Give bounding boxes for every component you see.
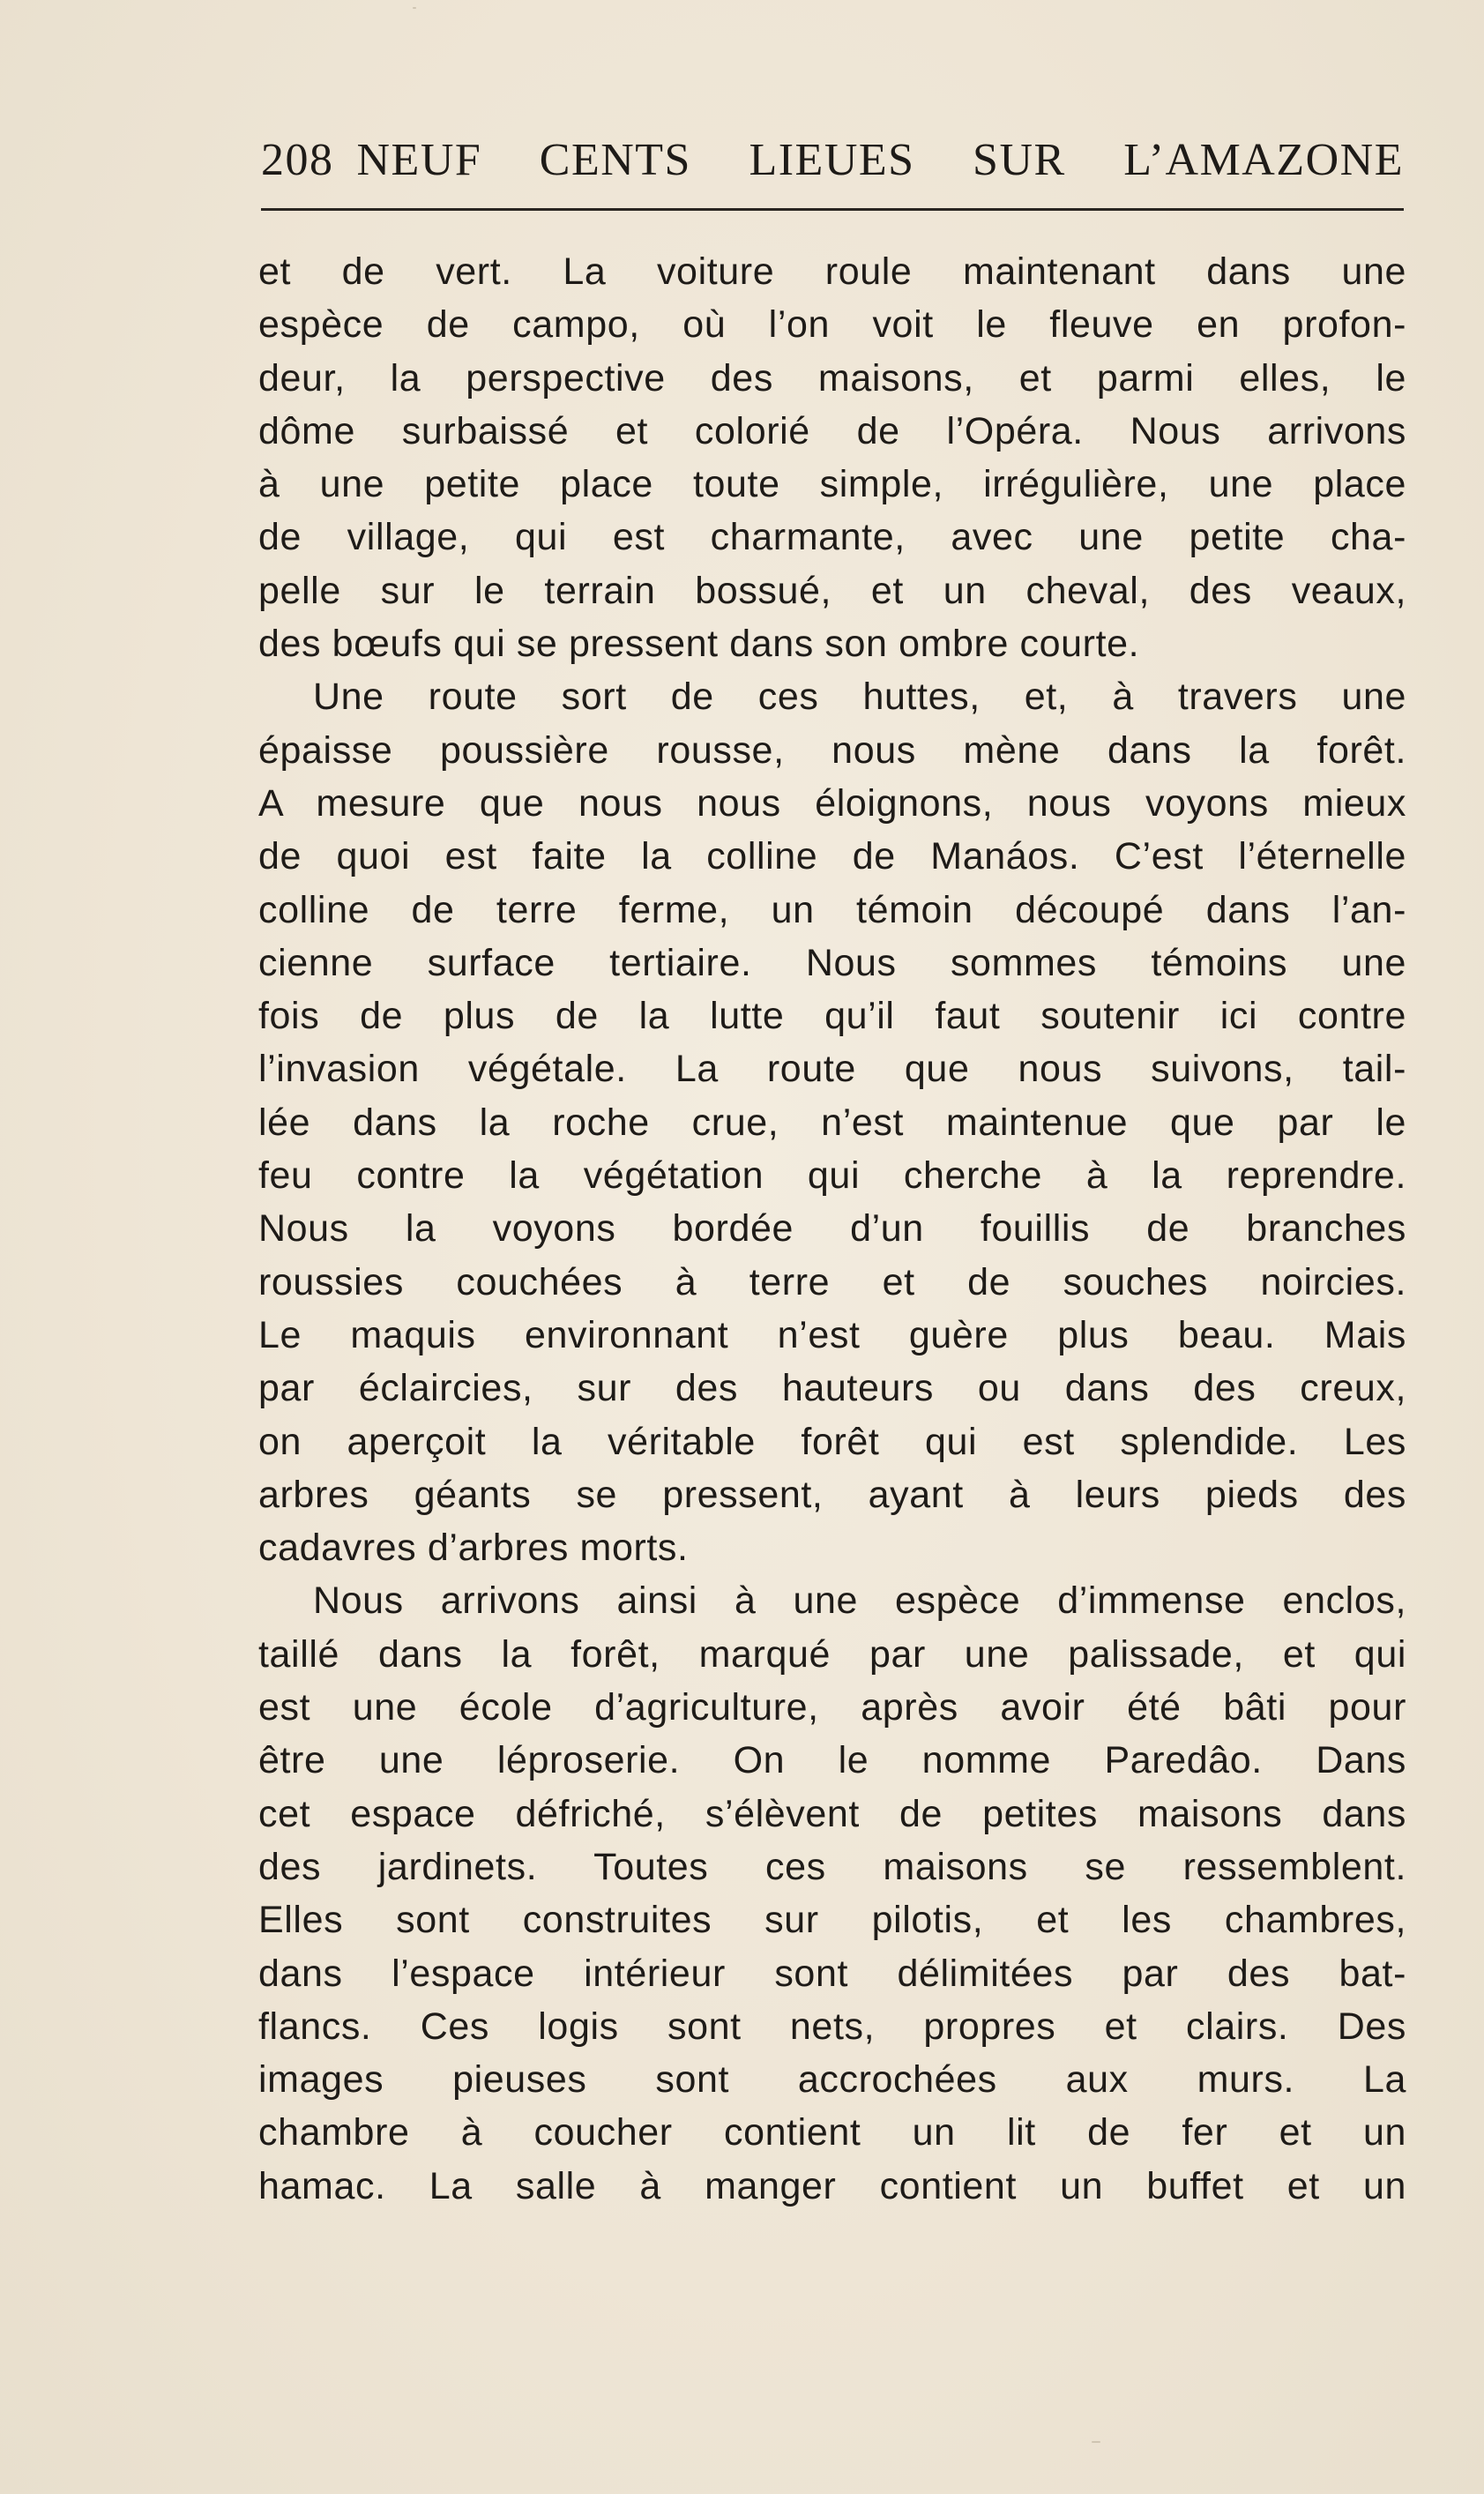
text-line: lée dans la roche crue, n’est maintenue que par le xyxy=(258,1101,1406,1144)
text-line: des jardinets. Toutes ces maisons se ressemblent. xyxy=(258,1845,1406,1888)
text-line: l’invasion végétale. La route que nous suivons, tail- xyxy=(258,1048,1406,1091)
text-line: cadavres d’arbres morts. xyxy=(258,1527,689,1570)
text-line: est une école d’agriculture, après avoir été bâti pour xyxy=(258,1686,1406,1729)
text-line: être une léproserie. On le nomme Paredâo. Dans xyxy=(258,1739,1406,1782)
page-header xyxy=(261,134,1404,205)
text-line: flancs. Ces logis sont nets, propres et clairs. Des xyxy=(258,2005,1406,2048)
text-line: à une petite place toute simple, irrégulière, une place xyxy=(258,463,1406,506)
text-line: dôme surbaissé et colorié de l’Opéra. Nous arrivons xyxy=(258,409,1406,452)
page-number: 208 xyxy=(261,135,334,185)
text-line: fois de plus de la lutte qu’il faut soutenir ici contre xyxy=(258,995,1406,1038)
text-line: pelle sur le terrain bossué, et un cheval, des veaux, xyxy=(258,569,1406,612)
text-line: espèce de campo, où l’on voit le fleuve en profon- xyxy=(258,303,1406,347)
text-line: Le maquis environnant n’est guère plus beau. Mais xyxy=(258,1313,1406,1356)
text-line: on aperçoit la véritable forêt qui est splendide. Les xyxy=(258,1420,1406,1463)
text-line: par éclaircies, sur des hauteurs ou dans des creux, xyxy=(258,1367,1406,1410)
text-line: feu contre la végétation qui cherche à la reprendre. xyxy=(258,1154,1406,1198)
running-title: NEUF CENTS LIEUES SUR L’AMAZONE xyxy=(356,135,1404,185)
text-line: Nous la voyons bordée d’un fouillis de branches xyxy=(258,1207,1406,1251)
text-line: Nous arrivons ainsi à une espèce d’immense enclos, xyxy=(313,1579,1406,1623)
text-line: Une route sort de ces huttes, et, à travers une xyxy=(313,676,1406,719)
paper-speck xyxy=(413,7,416,9)
text-line: et de vert. La voiture roule maintenant dans une xyxy=(258,250,1406,293)
text-line: images pieuses sont accrochées aux murs. La xyxy=(258,2058,1406,2102)
text-line: A mesure que nous nous éloignons, nous voyons mieux xyxy=(258,781,1406,825)
text-line: arbres géants se pressent, ayant à leurs pieds des xyxy=(258,1473,1406,1516)
text-line: épaisse poussière rousse, nous mène dans la forêt. xyxy=(258,728,1406,772)
paragraph xyxy=(258,670,1406,1574)
text-line: hamac. La salle à manger contient un buffet et un xyxy=(258,2164,1406,2207)
text-line: dans l’espace intérieur sont délimitées par des bat- xyxy=(258,1952,1406,1995)
text-line: deur, la perspective des maisons, et parmi elles, le xyxy=(258,356,1406,399)
text-line: cienne surface tertiaire. Nous sommes témoins une xyxy=(258,941,1406,984)
text-line: de quoi est faite la colline de Manáos. C’est l’éternelle xyxy=(258,835,1406,878)
text-line: chambre à coucher contient un lit de fer et un xyxy=(258,2111,1406,2154)
paragraph xyxy=(258,1574,1406,2213)
text-line: cet espace défriché, s’élèvent de petites maisons dans xyxy=(258,1792,1406,1835)
text-line: de village, qui est charmante, avec une petite cha- xyxy=(258,516,1406,559)
text-line: taillé dans la forêt, marqué par une palissade, et qui xyxy=(258,1632,1406,1676)
paragraph xyxy=(258,245,1406,670)
body-text xyxy=(258,245,1406,2213)
text-line: colline de terre ferme, un témoin découpé dans l’an- xyxy=(258,888,1406,931)
paper-speck xyxy=(1092,2441,1100,2443)
header-rule xyxy=(261,208,1404,211)
text-line: roussies couchées à terre et de souches noircies. xyxy=(258,1260,1406,1303)
text-line: des bœufs qui se pressent dans son ombre courte. xyxy=(258,623,1140,666)
text-line: Elles sont construites sur pilotis, et les chambres, xyxy=(258,1899,1406,1942)
